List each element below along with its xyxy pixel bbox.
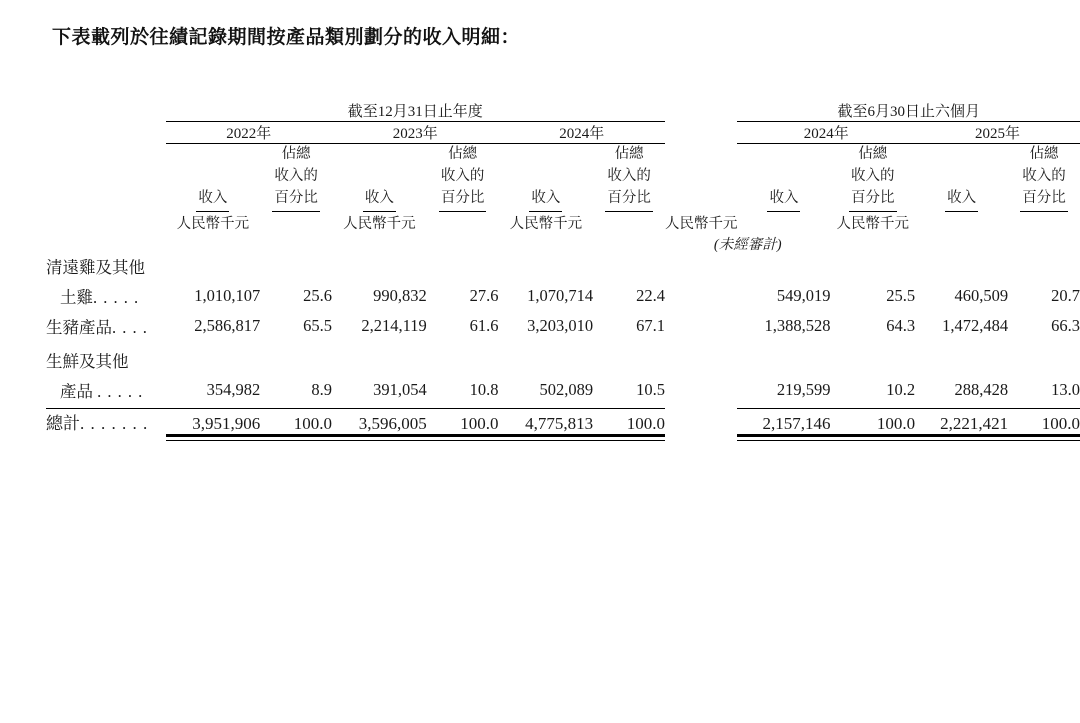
col-header-revenue-2022: 收入 (196, 188, 229, 213)
year-header-2024-interim: 2024年 (803, 126, 849, 142)
cell-2024h-percent: 64.3 (886, 316, 916, 336)
table-row (46, 308, 1080, 338)
cell-2023-percent: 27.6 (469, 286, 499, 306)
row-dots: . . . . . (93, 288, 140, 308)
cell-2023-percent: 61.6 (469, 316, 499, 336)
cell-2024h-percent: 10.2 (886, 380, 916, 400)
col-header-pct-2025h-l2: 收入的 (1022, 167, 1066, 184)
col-header-pct-2025h-l3: 百分比 (1020, 188, 1068, 213)
cell-2022-percent: 25.6 (303, 286, 333, 306)
unaudited-note: (未經審計) (713, 237, 782, 254)
group-label-poultry: 清遠雞及其他 (46, 258, 145, 278)
cell-2022-revenue: 2,586,817 (194, 316, 261, 336)
total-2024-revenue: 4,775,813 (525, 414, 594, 434)
period-header-annual: 截至12月31日止年度 (347, 104, 483, 120)
total-2025h-percent: 100.0 (1041, 414, 1080, 434)
col-header-revenue-2024h: 收入 (767, 188, 800, 213)
cell-2024-revenue: 1,070,714 (527, 286, 594, 306)
cell-2024h-revenue: 1,388,528 (764, 316, 831, 336)
row-dots: . . . . (112, 318, 148, 338)
col-header-pct-2024-l1: 佔總 (614, 146, 644, 162)
units-row (46, 212, 1080, 233)
row-dots: . . . . . . . (80, 414, 149, 434)
cell-2024-revenue: 502,089 (539, 380, 594, 400)
cell-2022-percent: 8.9 (311, 380, 333, 400)
cell-2023-revenue: 2,214,119 (361, 316, 427, 336)
row-label-fresh-products: 產品 (60, 382, 93, 402)
cell-2022-revenue: 1,010,107 (194, 286, 261, 306)
col-header-pct-2023-l2: 收入的 (440, 167, 485, 184)
total-2024h-percent: 100.0 (876, 414, 916, 434)
period-header-row (46, 100, 1080, 121)
total-2025h-revenue: 2,221,421 (940, 414, 1009, 434)
row-label-native-chicken: 土雞 (60, 288, 93, 308)
col-header-pct-2025h-l1: 佔總 (1029, 146, 1059, 162)
col-header-revenue-2023: 收入 (363, 188, 396, 213)
cell-2023-revenue: 990,832 (373, 286, 427, 306)
total-bottom-rule-b (46, 436, 1080, 441)
unit-2023: 人民幣千元 (343, 216, 416, 233)
column-header-row (46, 144, 1080, 213)
cell-2024-percent: 22.4 (636, 286, 665, 306)
col-header-pct-2022-l1: 佔總 (281, 146, 311, 162)
row-label-pork-products: 生豬產品 (46, 318, 112, 338)
cell-2024-revenue: 3,203,010 (527, 316, 594, 336)
cell-2022-percent: 65.5 (303, 316, 333, 336)
year-header-2022: 2022年 (226, 126, 272, 142)
cell-2025h-revenue: 288,428 (954, 380, 1009, 400)
unit-2025h: 人民幣千元 (836, 216, 910, 233)
cell-2024-percent: 10.5 (636, 380, 665, 400)
year-header-row (46, 122, 1080, 144)
table-row (46, 372, 1080, 402)
unit-2024h: 人民幣千元 (664, 216, 738, 233)
group-label-fresh: 生鮮及其他 (46, 352, 129, 372)
col-header-pct-2023-l3: 百分比 (439, 188, 487, 213)
cell-2025h-percent: 66.3 (1051, 316, 1080, 336)
row-dots: . . . . . (97, 382, 144, 402)
total-2022-revenue: 3,951,906 (192, 414, 261, 434)
col-header-pct-2024h-l2: 收入的 (851, 167, 895, 184)
col-header-pct-2024h-l1: 佔總 (858, 146, 888, 162)
total-2024h-revenue: 2,157,146 (762, 414, 831, 434)
cell-2025h-percent: 20.7 (1051, 286, 1080, 306)
col-header-pct-2022-l2: 收入的 (274, 167, 318, 184)
col-header-pct-2023-l1: 佔總 (448, 146, 478, 162)
col-header-pct-2024h-l3: 百分比 (849, 188, 897, 213)
col-header-pct-2022-l3: 百分比 (272, 188, 320, 213)
table-row-total (46, 409, 1080, 435)
cell-2023-percent: 10.8 (469, 380, 499, 400)
col-header-revenue-2024: 收入 (529, 188, 562, 213)
cell-2023-revenue: 391,054 (373, 380, 427, 400)
col-header-revenue-2025h: 收入 (945, 188, 978, 213)
year-header-2025-interim: 2025年 (975, 126, 1021, 142)
cell-2024h-revenue: 219,599 (776, 380, 831, 400)
revenue-breakdown-table (46, 100, 1080, 441)
total-2022-percent: 100.0 (293, 414, 333, 434)
col-header-pct-2024-l2: 收入的 (607, 167, 651, 184)
total-2023-revenue: 3,596,005 (358, 414, 427, 434)
unit-2024: 人民幣千元 (509, 216, 583, 233)
group-label-row-1 (46, 254, 1080, 278)
total-2023-percent: 100.0 (460, 414, 499, 434)
row-label-total: 總計 (46, 414, 80, 434)
period-header-interim: 截至6月30日止六個月 (837, 104, 980, 120)
year-header-2023: 2023年 (392, 126, 438, 142)
total-2024-percent: 100.0 (626, 414, 665, 434)
cell-2024-percent: 67.1 (636, 316, 665, 336)
cell-2025h-revenue: 460,509 (954, 286, 1009, 306)
group-label-row-2 (46, 338, 1080, 372)
intro-paragraph: 下表載列於往績記錄期間按產品類別劃分的收入明細： (52, 27, 521, 48)
unit-2022: 人民幣千元 (176, 216, 250, 233)
unaudited-row (46, 233, 1080, 254)
cell-2025h-percent: 13.0 (1051, 380, 1080, 400)
cell-2022-revenue: 354,982 (206, 380, 261, 400)
year-header-2024: 2024年 (559, 126, 605, 142)
cell-2024h-revenue: 549,019 (776, 286, 831, 306)
col-header-pct-2024-l3: 百分比 (605, 188, 653, 213)
cell-2025h-revenue: 1,472,484 (942, 316, 1009, 336)
cell-2024h-percent: 25.5 (886, 286, 916, 306)
table-row (46, 278, 1080, 308)
